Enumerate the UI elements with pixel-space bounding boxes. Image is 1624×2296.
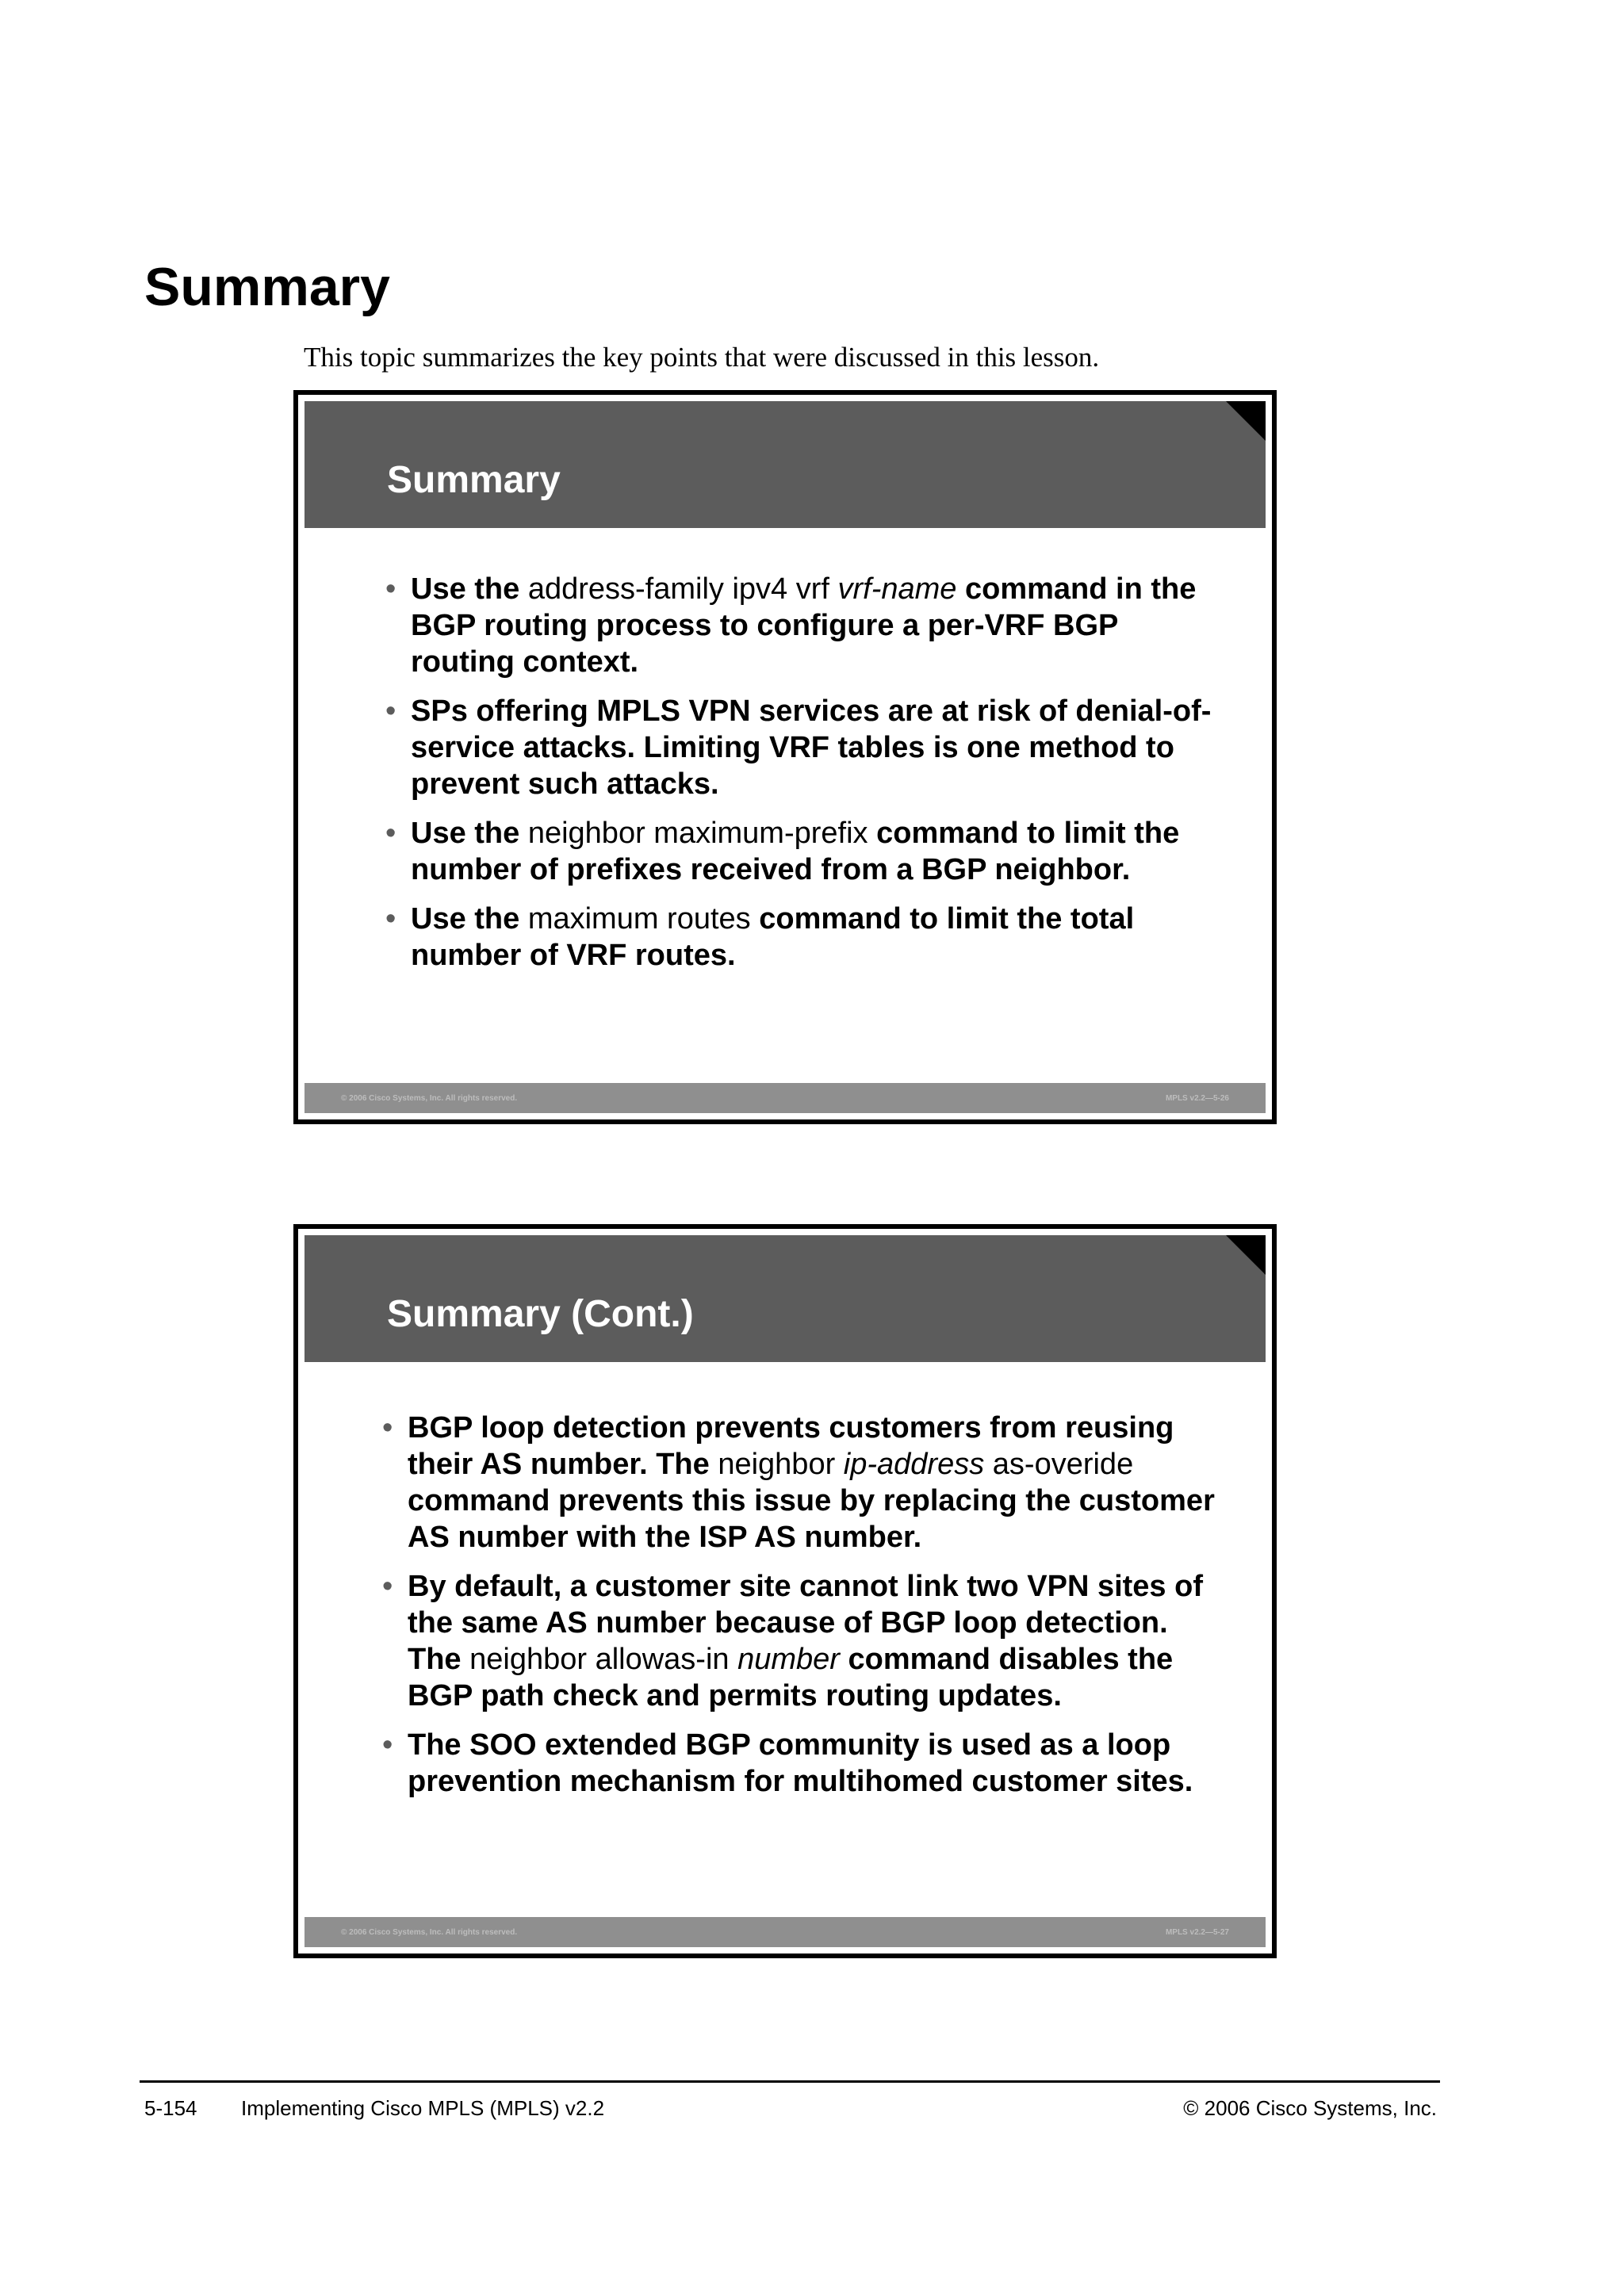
bullet-text-segment: Use the bbox=[411, 902, 528, 936]
command-argument: vrf-name bbox=[837, 572, 957, 606]
footer-divider bbox=[140, 2080, 1440, 2083]
bullet-text-segment: command prevents this issue by replacing the customer AS number with the ISP AS number. bbox=[408, 1484, 1215, 1554]
bullet-text-segment: Use the bbox=[411, 817, 528, 850]
bullet-icon: • bbox=[382, 1411, 393, 1445]
command-text: neighbor bbox=[718, 1448, 844, 1481]
slide-corner-mark bbox=[1226, 1235, 1266, 1275]
slide-copyright: © 2006 Cisco Systems, Inc. All rights reserved. bbox=[341, 1094, 518, 1103]
command-text: neighbor allowas-in bbox=[469, 1643, 738, 1676]
bullet-item bbox=[382, 1410, 1216, 1556]
bullet-text-segment: The SOO extended BGP community is used as a loop prevention mechanism for multihomed customer sites. bbox=[408, 1728, 1193, 1798]
slide-corner-mark bbox=[1226, 401, 1266, 441]
command-text: address-family ipv4 vrf bbox=[527, 572, 838, 606]
bullet-icon: • bbox=[382, 1728, 393, 1762]
bullet-list bbox=[385, 571, 1216, 986]
bullet-item bbox=[385, 693, 1216, 802]
slide-title: Summary (Cont.) bbox=[387, 1293, 694, 1335]
book-title: Implementing Cisco MPLS (MPLS) v2.2 bbox=[241, 2096, 605, 2120]
page-copyright: © 2006 Cisco Systems, Inc. bbox=[1183, 2096, 1437, 2120]
command-text: neighbor maximum-prefix bbox=[527, 817, 868, 850]
slide-title: Summary bbox=[387, 459, 561, 501]
bullet-text-segment: command to limit the number of prefixes received from a BGP neighbor. bbox=[411, 817, 1180, 886]
bullet-icon: • bbox=[385, 817, 396, 850]
slide-summary-cont bbox=[293, 1224, 1277, 1958]
bullet-text-segment: Use the bbox=[411, 572, 528, 606]
page-title: Summary bbox=[144, 257, 390, 317]
bullet-text-segment: command in the BGP routing process to configure a per-VRF BGP routing context. bbox=[411, 572, 1197, 679]
slide-header bbox=[304, 1235, 1266, 1362]
bullet-item bbox=[385, 571, 1216, 680]
bullet-item bbox=[385, 815, 1216, 888]
slide-summary bbox=[293, 390, 1277, 1124]
bullet-text-segment: SPs offering MPLS VPN services are at risk of denial-of-service attacks. Limiting VRF tables is one method to prevent such attacks. bbox=[411, 695, 1212, 801]
bullet-item bbox=[382, 1727, 1216, 1800]
bullet-list bbox=[382, 1410, 1216, 1812]
slide-number: MPLS v2.2—5-27 bbox=[1165, 1928, 1229, 1937]
intro-text: This topic summarizes the key points that were discussed in this lesson. bbox=[304, 342, 1100, 373]
command-argument: ip-address bbox=[843, 1448, 985, 1481]
bullet-item bbox=[385, 901, 1216, 974]
bullet-text-segment: command to limit the total number of VRF routes. bbox=[411, 902, 1135, 972]
slide-header bbox=[304, 401, 1266, 528]
bullet-item bbox=[382, 1568, 1216, 1714]
command-text: maximum routes bbox=[527, 902, 751, 936]
slide-copyright: © 2006 Cisco Systems, Inc. All rights reserved. bbox=[341, 1928, 518, 1937]
bullet-text-segment: command disables the BGP path check and permits routing updates. bbox=[408, 1643, 1174, 1712]
bullet-icon: • bbox=[385, 572, 396, 606]
bullet-icon: • bbox=[385, 902, 396, 936]
slide-footer bbox=[304, 1917, 1266, 1947]
slide-number: MPLS v2.2—5-26 bbox=[1165, 1094, 1229, 1103]
bullet-text-segment: By default, a customer site cannot link two VPN sites of the same AS number because of BGP loop detection. The bbox=[408, 1570, 1203, 1676]
command-argument: number bbox=[737, 1643, 840, 1676]
page-number: 5-154 bbox=[144, 2096, 197, 2120]
slide-footer bbox=[304, 1083, 1266, 1113]
bullet-text-segment: BGP loop detection prevents customers from reusing their AS number. The bbox=[408, 1411, 1174, 1481]
bullet-icon: • bbox=[385, 695, 396, 728]
command-text: as-overide bbox=[984, 1448, 1134, 1481]
bullet-icon: • bbox=[382, 1570, 393, 1603]
